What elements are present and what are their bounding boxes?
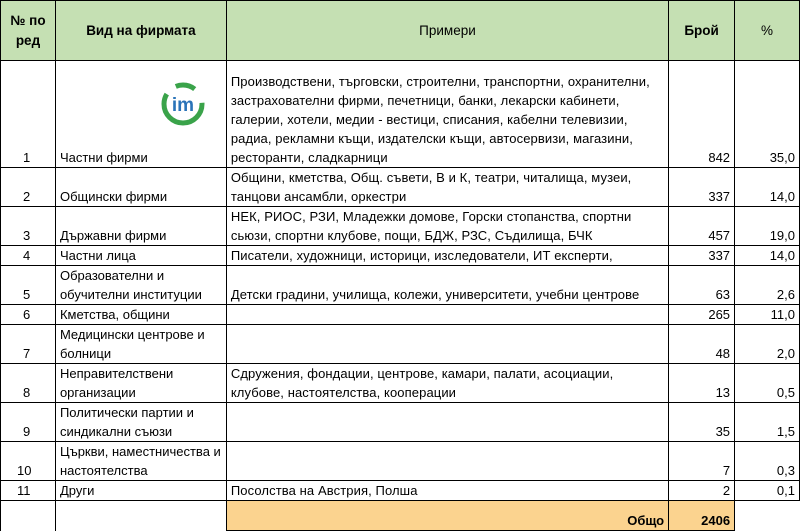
row-percent: 0,1 [735, 481, 800, 501]
row-percent: 2,6 [735, 266, 800, 305]
row-examples: Посолства на Австрия, Полша [226, 481, 668, 501]
table-row [1, 364, 800, 403]
row-percent: 1,5 [735, 403, 800, 442]
row-examples [226, 325, 668, 364]
row-count: 13 [669, 364, 735, 403]
row-percent: 11,0 [735, 305, 800, 325]
table-row [1, 481, 800, 501]
row-percent: 19,0 [735, 207, 800, 246]
row-examples [226, 403, 668, 442]
row-num: 3 [1, 207, 56, 246]
row-count: 2 [669, 481, 735, 501]
row-num: 11 [1, 481, 56, 501]
row-count: 265 [669, 305, 735, 325]
row-examples: НЕК, РИОС, РЗИ, Младежки домове, Горски стопанства, спортни сьюзи, спортни клубове, пощи, БДЖ, РЗС, Съдилища, БЧК [226, 207, 668, 246]
row-num: 4 [1, 246, 56, 266]
row-percent: 0,5 [735, 364, 800, 403]
row-num: 5 [1, 266, 56, 305]
table-row [1, 207, 800, 246]
row-num: 9 [1, 403, 56, 442]
total-label: Общо [226, 501, 668, 531]
row-count: 63 [669, 266, 735, 305]
row-count: 48 [669, 325, 735, 364]
table-row [1, 266, 800, 305]
row-type: Общински фирми [55, 168, 226, 207]
row-examples: Писатели, художници, историци, изследователи, ИТ експерти, [226, 246, 668, 266]
row-percent: 14,0 [735, 246, 800, 266]
row-type: Образователни и обучителни институции [55, 266, 226, 305]
row-count: 337 [669, 246, 735, 266]
row-percent: 14,0 [735, 168, 800, 207]
row-examples: Производствени, търговски, строителни, транспортни, охранителни, застрахователни фирми, печетници, банки, лекарски кабинети, галерии, хотели, медии - вестици, списания, кабелни телевизии, радиа, рекламни къщи, издателски къщи, автосервизи, магазини, ресторанти, сладкарници [226, 61, 668, 168]
header-num: № по ред [1, 1, 56, 61]
row-count: 7 [669, 442, 735, 481]
header-row [1, 1, 800, 61]
row-num: 10 [1, 442, 56, 481]
row-type: Частни фирми [55, 61, 226, 168]
header-percent: % [735, 1, 800, 61]
row-num: 2 [1, 168, 56, 207]
row-examples: Детски градини, училища, колежи, университети, учебни центрове [226, 266, 668, 305]
row-num: 8 [1, 364, 56, 403]
row-count: 457 [669, 207, 735, 246]
total-empty-type [55, 501, 226, 531]
row-examples [226, 442, 668, 481]
row-type: Държавни фирми [55, 207, 226, 246]
row-examples: Общини, кметства, Общ. съвети, В и К, театри, читалища, музеи, танцови ансамбли, оркестри [226, 168, 668, 207]
row-num: 6 [1, 305, 56, 325]
row-type: Медицински центрове и болници [55, 325, 226, 364]
row-num: 7 [1, 325, 56, 364]
row-count: 337 [669, 168, 735, 207]
total-empty-percent [735, 501, 800, 531]
header-count: Брой [669, 1, 735, 61]
total-empty-num [1, 501, 56, 531]
total-row [1, 501, 800, 531]
logo-text: im [171, 95, 195, 116]
row-examples: Сдружения, фондации, центрове, камари, палати, асоциации, клубове, настоятелства, кооперации [226, 364, 668, 403]
row-num: 1 [1, 61, 56, 168]
table-row [1, 403, 800, 442]
logo [160, 81, 206, 127]
row-examples [226, 305, 668, 325]
total-value: 2406 [669, 501, 735, 531]
row-type: Политически партии и синдикални съюзи [55, 403, 226, 442]
table-row [1, 442, 800, 481]
table-row [1, 246, 800, 266]
table-row [1, 305, 800, 325]
logo-icon [160, 81, 206, 127]
table-row [1, 61, 800, 168]
table-row [1, 325, 800, 364]
row-type: Частни лица [55, 246, 226, 266]
row-percent: 2,0 [735, 325, 800, 364]
header-type: Вид на фирмата [55, 1, 226, 61]
row-percent: 0,3 [735, 442, 800, 481]
row-type: Други [55, 481, 226, 501]
header-examples: Примери [226, 1, 668, 61]
row-type: Кметства, общини [55, 305, 226, 325]
row-type: Неправителствени организации [55, 364, 226, 403]
row-count: 35 [669, 403, 735, 442]
row-percent: 35,0 [735, 61, 800, 168]
row-type: Църкви, наместничества и настоятелства [55, 442, 226, 481]
row-count: 842 [669, 61, 735, 168]
table-row [1, 168, 800, 207]
